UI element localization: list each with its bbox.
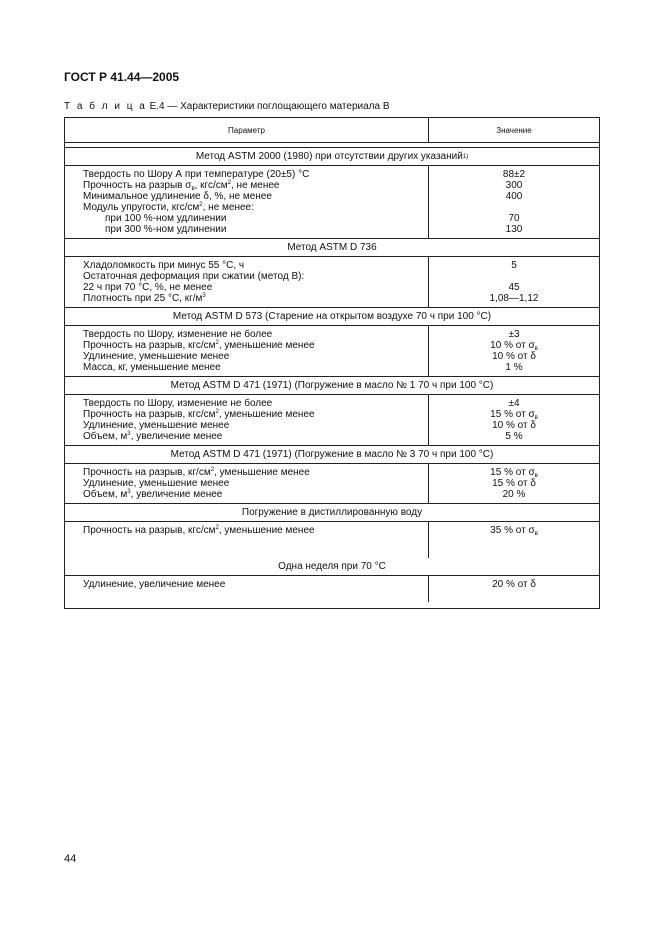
line-text: ±4 bbox=[508, 398, 520, 409]
subscript: в bbox=[534, 346, 538, 352]
line-text: Твердость по Шору, изменение не более bbox=[83, 398, 273, 409]
parameter-line bbox=[83, 293, 428, 304]
parameter-line bbox=[83, 169, 428, 180]
parameter-cell bbox=[65, 166, 429, 238]
value-line bbox=[429, 169, 599, 180]
parameter-line bbox=[83, 420, 428, 431]
parameter-line bbox=[83, 224, 428, 235]
superscript: 2 bbox=[215, 525, 219, 531]
table-body bbox=[65, 148, 599, 609]
subscript: в bbox=[534, 473, 538, 479]
value-line bbox=[429, 340, 599, 351]
standard-title: ГОСТ Р 41.44—2005 bbox=[64, 70, 180, 84]
section-heading bbox=[65, 558, 599, 576]
line-text: , уменьшение менее bbox=[218, 525, 315, 536]
parameter-line bbox=[83, 282, 428, 293]
section-heading bbox=[65, 377, 599, 395]
column-header-value: Значение bbox=[496, 125, 532, 135]
line-text: при 100 %-ном удлинении bbox=[105, 213, 227, 224]
line-text: 130 bbox=[505, 224, 523, 235]
characteristics-table bbox=[64, 117, 600, 609]
parameter-line bbox=[83, 398, 428, 409]
caption-label: Т а б л и ц а bbox=[64, 101, 147, 112]
table-caption bbox=[64, 101, 390, 112]
value-line bbox=[429, 478, 599, 489]
parameter-line bbox=[83, 467, 428, 478]
parameter-line bbox=[83, 362, 428, 373]
parameter-line bbox=[83, 351, 428, 362]
section-title: Одна неделя при 70 °С bbox=[278, 561, 386, 572]
value-line bbox=[429, 420, 599, 431]
line-text: Прочность на разрыв σ bbox=[83, 180, 192, 191]
parameter-cell bbox=[65, 464, 429, 503]
parameter-line bbox=[83, 431, 428, 442]
section-heading: Метод ASTM 2000 (1980) при отсутствии других указаний 1) bbox=[65, 148, 599, 166]
line-text: Прочность на разрыв, кг/см bbox=[83, 467, 211, 478]
section-title: Метод ASTM D 471 (1971) (Погружение в масло № 1 70 ч при 100 °С) bbox=[170, 380, 494, 391]
line-text: 1,08—1,12 bbox=[489, 293, 539, 304]
parameter-line bbox=[83, 260, 428, 271]
line-text: 88±2 bbox=[502, 169, 526, 180]
value-cell bbox=[429, 257, 599, 307]
subscript: в bbox=[534, 415, 538, 421]
section-rows bbox=[65, 576, 599, 609]
superscript: 3 bbox=[127, 431, 131, 437]
line-text: 5 bbox=[511, 260, 517, 271]
line-text: 15 % от σ bbox=[490, 467, 535, 478]
superscript: 3 bbox=[202, 293, 206, 299]
section-title: Погружение в дистиллированную воду bbox=[241, 507, 423, 518]
value-cell bbox=[429, 395, 599, 445]
value-cell bbox=[429, 166, 599, 238]
value-line bbox=[429, 180, 599, 191]
value-line bbox=[429, 525, 599, 536]
section-rows bbox=[65, 464, 599, 504]
section-title: Метод ASTM D 573 (Старение на открытом воздухе 70 ч при 100 °С) bbox=[172, 311, 492, 322]
value-line bbox=[429, 191, 599, 202]
value-line bbox=[429, 409, 599, 420]
section-rows bbox=[65, 166, 599, 239]
value-cell bbox=[429, 326, 599, 376]
section-title: Метод ASTM 2000 (1980) при отсутствии других указаний bbox=[195, 151, 463, 162]
parameter-line bbox=[83, 180, 428, 191]
value-line bbox=[429, 271, 599, 282]
value-line bbox=[429, 489, 599, 500]
line-text: Твердость по Шору, изменение не более bbox=[83, 329, 273, 340]
line-text: 70 bbox=[508, 213, 520, 224]
section-title: Метод ASTM D 471 (1971) (Погружение в масло № 3 70 ч при 100 °С) bbox=[170, 449, 494, 460]
line-text: Модуль упругости, кгс/см bbox=[83, 202, 200, 213]
line-text: 22 ч при 70 °С, %, не менее bbox=[83, 282, 213, 293]
line-text: Удлинение, уменьшение менее bbox=[83, 478, 230, 489]
parameter-line bbox=[83, 213, 428, 224]
line-text: 35 % от σ bbox=[490, 525, 535, 536]
line-text: Хладоломкость при минус 55 °С, ч bbox=[83, 260, 245, 271]
section-heading bbox=[65, 308, 599, 326]
superscript: 3 bbox=[127, 489, 131, 495]
parameter-line bbox=[83, 478, 428, 489]
line-text: Удлинение, уменьшение менее bbox=[83, 420, 230, 431]
line-text: 20 % от δ bbox=[492, 579, 536, 590]
parameter-cell bbox=[65, 576, 429, 602]
section-rows bbox=[65, 257, 599, 308]
line-text: Объем, м bbox=[83, 431, 128, 442]
table-header-row bbox=[65, 118, 599, 143]
parameter-line bbox=[83, 579, 428, 590]
superscript: 2 bbox=[215, 340, 219, 346]
value-line bbox=[429, 202, 599, 213]
line-text: 5 % bbox=[505, 431, 523, 442]
line-text: ±3 bbox=[508, 329, 520, 340]
section-heading bbox=[65, 446, 599, 464]
line-text: , увеличение менее bbox=[130, 431, 223, 442]
value-line bbox=[429, 260, 599, 271]
parameter-cell bbox=[65, 395, 429, 445]
line-text: 15 % от δ bbox=[492, 478, 536, 489]
value-line bbox=[429, 329, 599, 340]
line-text: , уменьшение менее bbox=[214, 467, 310, 478]
line-text: 20 % bbox=[502, 489, 526, 500]
value-line bbox=[429, 351, 599, 362]
line-text: 1 % bbox=[505, 362, 523, 373]
section-title: Метод ASTM D 736 bbox=[287, 242, 377, 253]
line-text: Плотность при 25 °С, кг/м bbox=[83, 293, 203, 304]
line-text: Удлинение, уменьшение менее bbox=[83, 351, 230, 362]
line-text: Минимальное удлинение δ, %, не менее bbox=[83, 191, 272, 202]
section-rows bbox=[65, 395, 599, 446]
value-line bbox=[429, 224, 599, 235]
superscript: 2 bbox=[215, 409, 219, 415]
section-rows bbox=[65, 326, 599, 377]
parameter-line bbox=[83, 271, 428, 282]
line-text: , не менее bbox=[230, 180, 280, 191]
line-text: , уменьшение менее bbox=[218, 340, 315, 351]
parameter-line bbox=[83, 525, 428, 536]
line-text: 400 bbox=[505, 191, 523, 202]
value-line bbox=[429, 213, 599, 224]
value-cell bbox=[429, 464, 599, 503]
line-text: Объем, м bbox=[83, 489, 128, 500]
subscript: в bbox=[534, 531, 538, 537]
parameter-line bbox=[83, 489, 428, 500]
value-cell bbox=[429, 522, 599, 558]
page-number: 44 bbox=[64, 853, 77, 865]
parameter-cell bbox=[65, 257, 429, 307]
value-line bbox=[429, 282, 599, 293]
line-text: Остаточная деформация при сжатии (метод В): bbox=[83, 271, 305, 282]
line-text: , не менее: bbox=[202, 202, 254, 213]
parameter-line bbox=[83, 329, 428, 340]
parameter-line bbox=[83, 191, 428, 202]
section-heading bbox=[65, 504, 599, 522]
parameter-line bbox=[83, 340, 428, 351]
section-heading bbox=[65, 239, 599, 257]
parameter-cell bbox=[65, 326, 429, 376]
line-text: 10 % от δ bbox=[492, 420, 536, 431]
value-cell bbox=[429, 576, 599, 608]
line-text: 45 bbox=[508, 282, 520, 293]
line-text: , кгс/см bbox=[194, 180, 228, 191]
value-line bbox=[429, 293, 599, 304]
value-line bbox=[429, 579, 599, 590]
line-text: Удлинение, увеличение менее bbox=[83, 579, 226, 590]
line-text: Прочность на разрыв, кгс/см bbox=[83, 340, 216, 351]
value-line bbox=[429, 431, 599, 442]
caption-number: Е.4 bbox=[149, 101, 165, 112]
line-text: Твердость по Шору А при температуре (20±5) °С bbox=[83, 169, 310, 180]
line-text: Прочность на разрыв, кгс/см bbox=[83, 525, 216, 536]
line-text: 300 bbox=[505, 180, 523, 191]
line-text: Прочность на разрыв, кгс/см bbox=[83, 409, 216, 420]
column-header-parameter: Параметр bbox=[65, 118, 429, 142]
line-text: 10 % от δ bbox=[492, 351, 536, 362]
parameter-line bbox=[83, 202, 428, 213]
superscript: 2 bbox=[227, 180, 231, 186]
value-line bbox=[429, 467, 599, 478]
caption-title: — Характеристики поглощающего материала В bbox=[167, 101, 390, 112]
line-text: , увеличение менее bbox=[130, 489, 223, 500]
value-line bbox=[429, 398, 599, 409]
superscript: 2 bbox=[210, 467, 215, 473]
parameter-cell bbox=[65, 522, 429, 558]
line-text: 15 % от σ bbox=[490, 409, 535, 420]
line-text: Масса, кг, уменьшение менее bbox=[83, 362, 221, 373]
line-text: при 300 %-ном удлинении bbox=[105, 224, 227, 235]
value-line bbox=[429, 362, 599, 373]
section-rows bbox=[65, 522, 599, 558]
parameter-line bbox=[83, 409, 428, 420]
line-text: 10 % от σ bbox=[490, 340, 535, 351]
line-text: , уменьшение менее bbox=[218, 409, 315, 420]
superscript: 2 bbox=[199, 202, 203, 208]
subscript: в bbox=[191, 186, 195, 192]
